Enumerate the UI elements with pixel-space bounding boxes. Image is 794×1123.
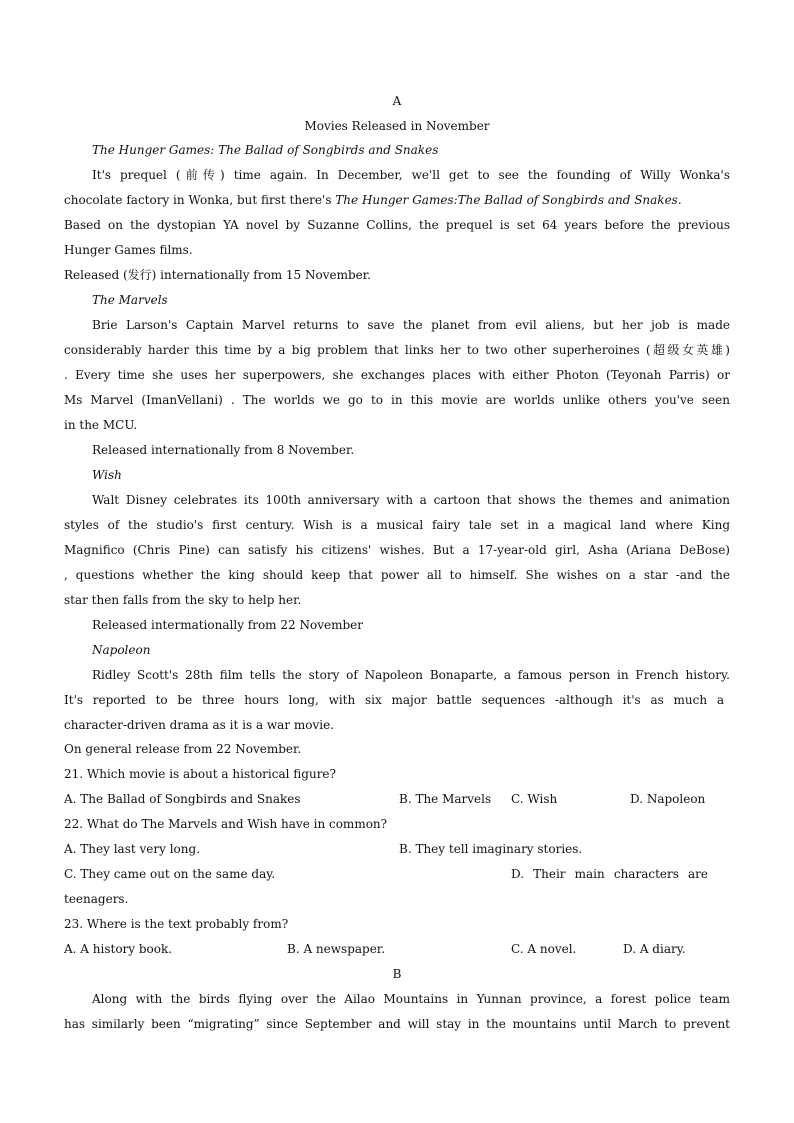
- paragraph-line: Based on the dystopian YA novel by Suzanne Collins, the prequel is set 64 years before the previous: [64, 218, 730, 232]
- paragraph-line: Walt Disney celebrates its 100th anniversary with a cartoon that shows the themes and animation: [92, 493, 730, 507]
- paragraph-line: Ms Marvel (ImanVellani) . The worlds we go to in this movie are worlds unlike others you've seen: [64, 393, 730, 407]
- release-date: Released internationally from 8 November.: [92, 443, 355, 457]
- paragraph-line: has similarly been “migrating” since September and will stay in the mountains until March to prevent: [64, 1017, 730, 1031]
- paragraph-line: star then falls from the sky to help her.: [64, 593, 302, 607]
- question-22-stem: 22. What do The Marvels and Wish have in common?: [64, 817, 388, 831]
- q23-option-a[interactable]: A. A history book.: [64, 942, 173, 956]
- paragraph-line: It's prequel (前传) time again. In December, we'll get to see the founding of Willy Wonka's: [92, 168, 730, 182]
- q21-option-b[interactable]: B. The Marvels: [399, 792, 492, 806]
- paragraph-line: character-driven drama as it is a war movie.: [64, 718, 335, 732]
- release-date: On general release from 22 November.: [64, 742, 302, 756]
- paragraph-line: Hunger Games films.: [64, 243, 193, 257]
- paragraph-line: Magnifico (Chris Pine) can satisfy his citizens' wishes. But a 17-year-old girl, Asha (Ariana DeBose): [64, 543, 730, 557]
- paragraph-line: styles of the studio's first century. Wish is a musical fairy tale set in a magical land where King: [64, 518, 730, 532]
- paragraph-line: considerably harder this time by a big problem that links her to two other superheroines (超级女英雄): [64, 343, 730, 357]
- movie-title-the-marvels: The Marvels: [92, 293, 168, 307]
- section-b-letter: B: [392, 967, 402, 981]
- q22-option-b[interactable]: B. They tell imaginary stories.: [399, 842, 583, 856]
- paragraph-line: Along with the birds flying over the Ailao Mountains in Yunnan province, a forest police team: [92, 992, 730, 1006]
- movie-title-hunger-games: The Hunger Games: The Ballad of Songbirds and Snakes: [92, 143, 439, 157]
- q23-option-c[interactable]: C. A novel.: [511, 942, 577, 956]
- paragraph-line: , questions whether the king should keep that power all to himself. She wishes on a star -and the: [64, 568, 730, 582]
- q21-option-c[interactable]: C. Wish: [511, 792, 558, 806]
- release-date: Released intermationally from 22 November: [92, 618, 363, 632]
- q22-option-a[interactable]: A. They last very long.: [64, 842, 201, 856]
- paragraph-line: . Every time she uses her superpowers, she exchanges places with either Photon (Teyonah Parris) or: [64, 368, 730, 382]
- release-date: Released (发行) internationally from 15 November.: [64, 268, 371, 282]
- movie-title-napoleon: Napoleon: [92, 643, 151, 657]
- q22-option-c[interactable]: C. They came out on the same day.: [64, 867, 276, 881]
- question-21-stem: 21. Which movie is about a historical figure?: [64, 767, 336, 781]
- paragraph-line: chocolate factory in Wonka, but first there's The Hunger Games:The Ballad of Songbirds and Snakes.: [64, 193, 682, 207]
- q22-option-d-continued: teenagers.: [64, 892, 129, 906]
- q21-option-d[interactable]: D. Napoleon: [630, 792, 706, 806]
- q21-option-a[interactable]: A. The Ballad of Songbirds and Snakes: [64, 792, 301, 806]
- paragraph-line: in the MCU.: [64, 418, 138, 432]
- section-a-title: Movies Released in November: [304, 119, 490, 133]
- paragraph-line: Brie Larson's Captain Marvel returns to save the planet from evil aliens, but her job is made: [92, 318, 730, 332]
- movie-title-wish: Wish: [92, 468, 122, 482]
- question-23-stem: 23. Where is the text probably from?: [64, 917, 289, 931]
- paragraph-line: Ridley Scott's 28th film tells the story of Napoleon Bonaparte, a famous person in French history.: [92, 668, 730, 682]
- paragraph-line: It's reported to be three hours long, with six major battle sequences -although it's as much a: [64, 693, 724, 707]
- q22-option-d[interactable]: D. Their main characters are: [511, 867, 708, 881]
- inline-italic-title: The Hunger Games:The Ballad of Songbirds and Snakes.: [335, 193, 682, 207]
- section-a-letter: A: [392, 94, 402, 108]
- q23-option-d[interactable]: D. A diary.: [623, 942, 686, 956]
- q23-option-b[interactable]: B. A newspaper.: [287, 942, 386, 956]
